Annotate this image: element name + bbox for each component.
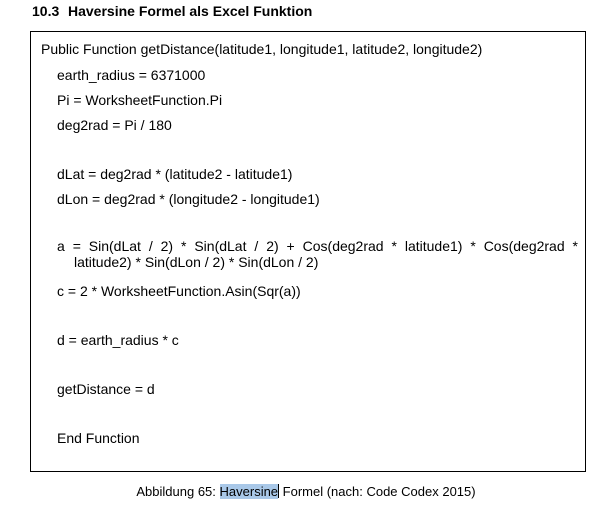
caption-suffix: Formel (nach: Code Codex 2015)	[279, 484, 476, 499]
section-number: 10.3	[32, 3, 60, 19]
code-line-earth-radius: earth_radius = 6371000	[57, 67, 206, 83]
section-heading	[32, 3, 312, 19]
code-line-d: d = earth_radius * c	[57, 332, 179, 348]
code-line-dlat: dLat = deg2rad * (latitude2 - latitude1)	[57, 166, 293, 182]
code-line-end-function: End Function	[57, 430, 140, 446]
figure-caption	[0, 484, 612, 499]
code-line-get-distance: getDistance = d	[57, 381, 155, 397]
caption-prefix: Abbildung 65:	[136, 484, 220, 499]
code-line-dlon: dLon = deg2rad * (longitude2 - longitude1)	[57, 191, 320, 207]
code-box	[30, 31, 586, 472]
caption-selected-text[interactable]: Haversine	[219, 484, 279, 499]
code-line-a-part1: a = Sin(dLat / 2) * Sin(dLat / 2) + Cos(deg2rad * latitude1) * Cos(deg2rad *	[57, 238, 578, 254]
code-line-c: c = 2 * WorksheetFunction.Asin(Sqr(a))	[57, 283, 301, 299]
section-title: Haversine Formel als Excel Funktion	[68, 3, 313, 19]
code-line-deg2rad: deg2rad = Pi / 180	[57, 117, 172, 133]
code-line-a	[57, 238, 578, 270]
code-line-a-part2: latitude2) * Sin(dLon / 2) * Sin(dLon / 2)	[74, 254, 319, 270]
code-line-pi: Pi = WorksheetFunction.Pi	[57, 92, 223, 108]
code-line-signature: Public Function getDistance(latitude1, longitude1, latitude2, longitude2)	[41, 41, 483, 57]
